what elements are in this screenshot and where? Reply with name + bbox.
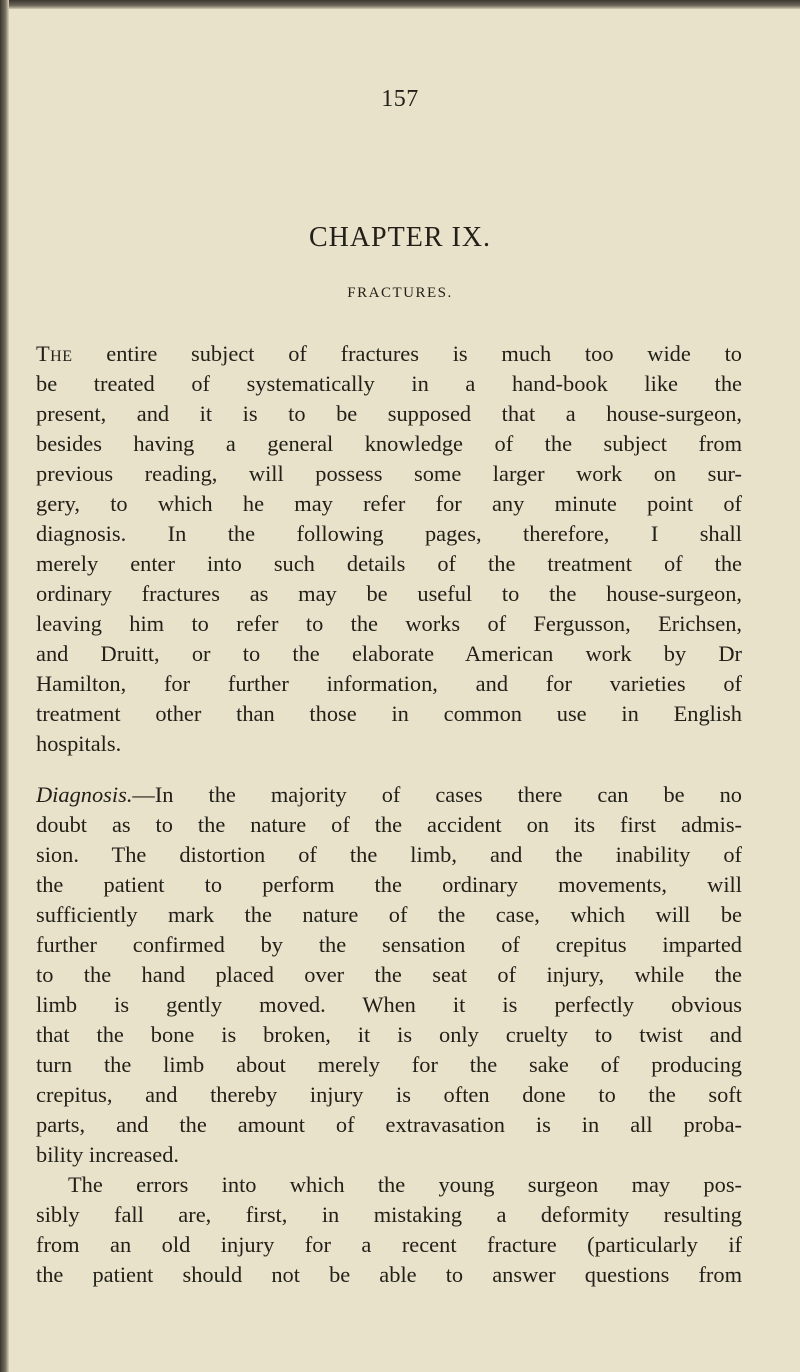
text-line: bility increased. xyxy=(36,1142,180,1167)
text-line: leaving him to refer to the works of Fergusson, Erichsen, xyxy=(36,611,742,636)
chapter-title: CHAPTER IX. xyxy=(308,222,492,253)
text-line: doubt as to the nature of the accident on its first admis- xyxy=(36,812,742,837)
text-line: present, and it is to be supposed that a house-surgeon, xyxy=(36,401,742,426)
text-line: hospitals. xyxy=(36,731,122,756)
text-line: to the hand placed over the seat of injury, while the xyxy=(36,962,742,987)
text-line: diagnosis. In the following pages, therefore, I shall xyxy=(36,521,742,546)
line-text: —In the majority of cases there can be no xyxy=(132,782,742,807)
text-line: further confirmed by the sensation of crepitus imparted xyxy=(36,932,742,957)
page-number: 157 xyxy=(381,86,419,112)
text-line: gery, to which he may refer for any minute point of xyxy=(36,491,742,516)
text-line: besides having a general knowledge of the subject from xyxy=(36,431,742,456)
text-line: The errors into which the young surgeon may pos- xyxy=(68,1172,742,1197)
text-line: that the bone is broken, it is only cruelty to twist and xyxy=(36,1022,742,1047)
text-line: sibly fall are, first, in mistaking a deformity resulting xyxy=(36,1202,742,1227)
text-line: previous reading, will possess some larger work on sur- xyxy=(36,461,742,486)
text-line: limb is gently moved. When it is perfectly obvious xyxy=(36,992,742,1017)
text-line: parts, and the amount of extravasation is in all proba- xyxy=(36,1112,742,1137)
section-title: FRACTURES. xyxy=(347,285,453,301)
line-text: entire subject of fractures is much too wide to xyxy=(106,341,742,366)
text-line: the patient to perform the ordinary movements, will xyxy=(36,872,742,897)
text-line: be treated of systematically in a hand-book like the xyxy=(36,371,742,396)
text-line: turn the limb about merely for the sake of producing xyxy=(36,1052,742,1077)
text-line: crepitus, and thereby injury is often done to the soft xyxy=(36,1082,742,1107)
text-line xyxy=(36,780,742,810)
text-line: the patient should not be able to answer questions from xyxy=(36,1262,742,1287)
text-line: from an old injury for a recent fracture (particularly if xyxy=(36,1232,742,1257)
text-line: treatment other than those in common use in English xyxy=(36,701,742,726)
text-line: ordinary fractures as may be useful to the house-surgeon, xyxy=(36,581,742,606)
text-line: merely enter into such details of the treatment of the xyxy=(36,551,742,576)
text-line: sion. The distortion of the limb, and the inability of xyxy=(36,842,742,867)
text-line xyxy=(36,339,742,369)
section-lead-italic: Diagnosis. xyxy=(36,782,133,807)
text-line: and Druitt, or to the elaborate American work by Dr xyxy=(36,641,742,666)
lead-word: The xyxy=(36,341,73,366)
text-line: Hamilton, for further information, and for varieties of xyxy=(36,671,742,696)
text-line: sufficiently mark the nature of the case, which will be xyxy=(36,902,742,927)
